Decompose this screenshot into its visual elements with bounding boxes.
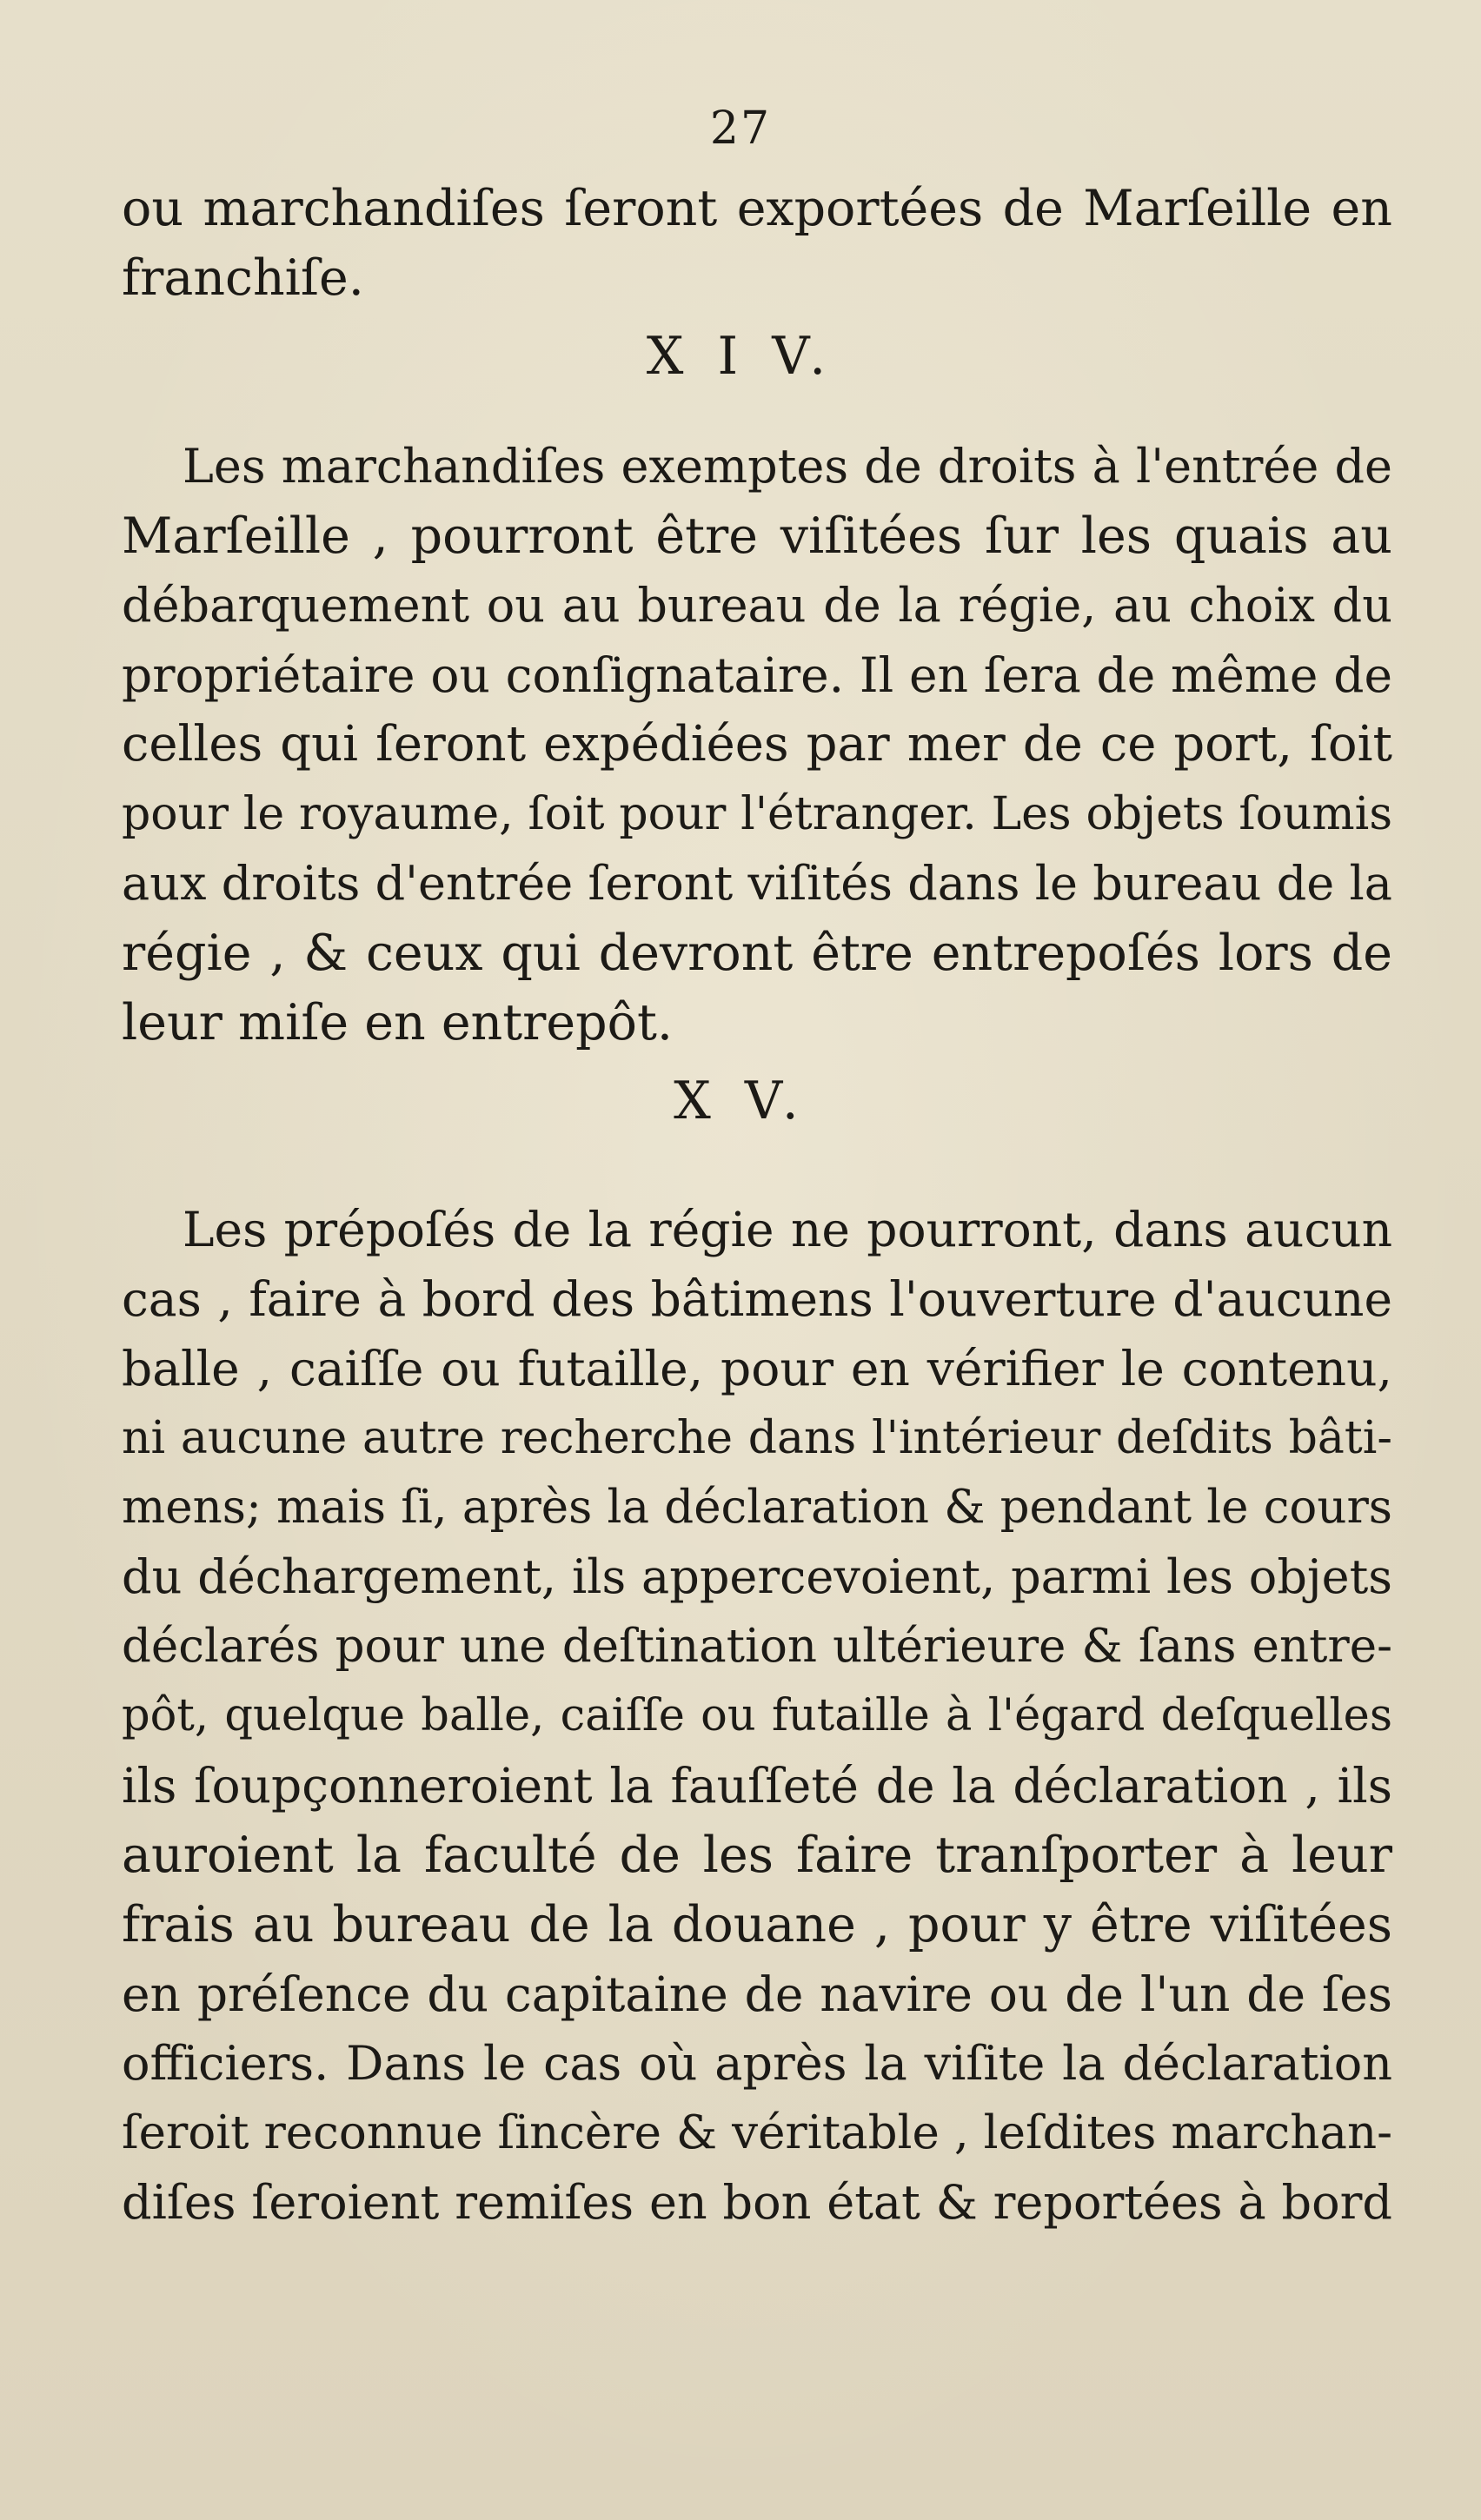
text-line: officiers. Dans le cas où après la viſite la déclaration <box>122 2036 1392 2091</box>
text-line: Marſeille , pourront être viſitées ſur les quais au <box>122 507 1392 565</box>
text-line: déclarés pour une deſtination ultérieure & ſans entre- <box>122 1620 1392 1673</box>
text-line: pôt, quelque balle, caiſſe ou futaille à l'égard deſquelles <box>122 1690 1392 1741</box>
text-line: ou marchandiſes ſeront exportées de Marſeille en <box>122 180 1392 237</box>
text-line: cas , faire à bord des bâtimens l'ouverture d'aucune <box>122 1271 1392 1327</box>
text-line: mens; mais ſi, après la déclaration & pendant le cours <box>122 1481 1392 1534</box>
text-line: aux droits d'entrée ſeront viſités dans le bureau de la <box>122 856 1392 911</box>
text-line: leur miſe en entrepôt. <box>122 994 673 1051</box>
text-line: celles qui ſeront expédiées par mer de ce port, ſoit <box>122 716 1392 773</box>
text-line: régie , & ceux qui devront être entrepoſés lors de <box>122 925 1392 982</box>
text-line: auroient la faculté de les faire tranſporter à leur <box>122 1827 1392 1884</box>
page-number: 27 <box>709 103 772 155</box>
text-line: débarquement ou au bureau de la régie, au choix du <box>122 578 1392 633</box>
text-line: propriétaire ou conſignataire. Il en ſera de même de <box>122 647 1392 703</box>
text-line: frais au bureau de la douane , pour y être viſitées <box>122 1896 1392 1953</box>
text-line: balle , caiſſe ou futaille, pour en vérifier le contenu, <box>122 1341 1392 1396</box>
text-line: Les prépoſés de la régie ne pourront, dans aucun <box>183 1202 1392 1257</box>
text-line: Les marchandiſes exemptes de droits à l'entrée de <box>183 439 1392 494</box>
article-xiv-heading: X I V. <box>646 326 835 387</box>
text-line: ſeroit reconnue ſincère & véritable , leſdites marchan- <box>122 2106 1392 2159</box>
text-line: franchiſe. <box>122 249 364 307</box>
text-line: pour le royaume, ſoit pour l'étranger. Les objets ſoumis <box>122 788 1392 840</box>
text-line: ils ſoupçonneroient la fauſſeté de la déclaration , ils <box>122 1758 1392 1814</box>
text-line: du déchargement, ils appercevoient, parmi les objets <box>122 1549 1392 1604</box>
text-line: ni aucune autre recherche dans l'intérieur deſdits bâti- <box>122 1412 1392 1464</box>
article-xv-heading: X V. <box>674 1071 807 1131</box>
text-line: diſes ſeroient remiſes en bon état & reportées à bord <box>122 2175 1392 2230</box>
text-line: en préſence du capitaine de navire ou de l'un de ſes <box>122 1966 1392 2022</box>
